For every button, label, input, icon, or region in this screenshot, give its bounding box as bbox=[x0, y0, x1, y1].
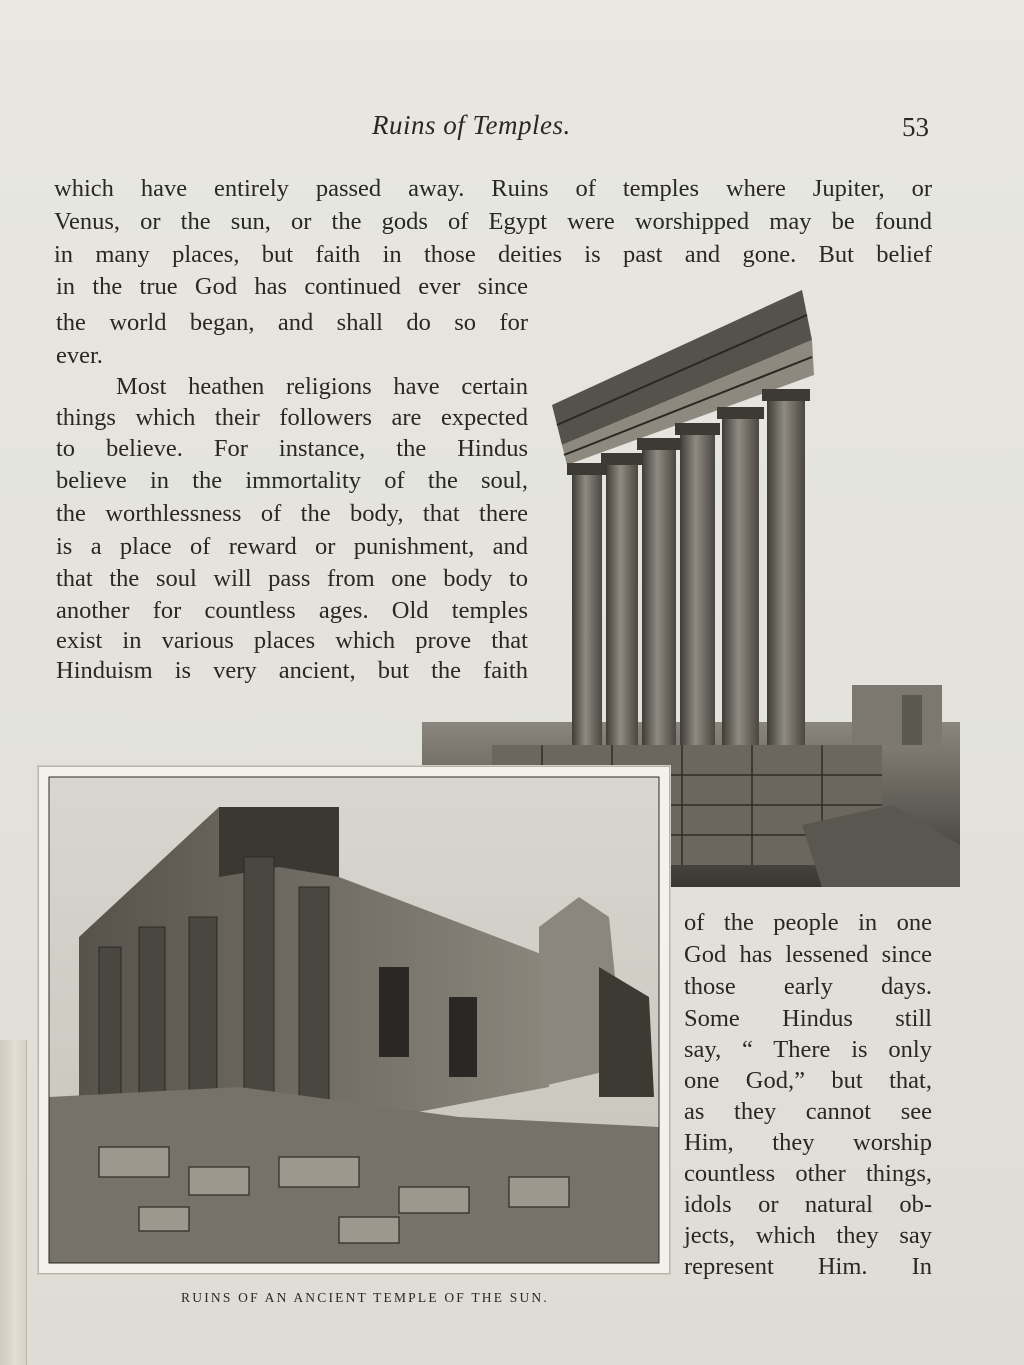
running-title: Ruins of Temples. bbox=[372, 110, 571, 140]
paragraph-start: Most heathen religions have certain bbox=[116, 373, 528, 400]
text-line: which have entirely passed away. Ruins of temples where Jupiter, or bbox=[54, 175, 932, 202]
text-line: the worthlessness of the body, that there bbox=[56, 500, 528, 527]
text-line: as they cannot see bbox=[684, 1098, 932, 1125]
text-line: God has lessened since bbox=[684, 941, 932, 968]
text-line: say, “ There is only bbox=[684, 1036, 932, 1063]
text-line: one God,” but that, bbox=[684, 1067, 932, 1094]
text-line: that the soul will pass from one body to bbox=[56, 565, 528, 592]
text-line: represent Him. In bbox=[684, 1253, 932, 1280]
temple-of-sun-photo bbox=[38, 766, 670, 1274]
text-line: in the true God has continued ever since bbox=[56, 273, 528, 300]
text-line: ever. bbox=[56, 342, 103, 369]
text-line: Hinduism is very ancient, but the faith bbox=[56, 657, 528, 684]
text-line: jects, which they say bbox=[684, 1222, 932, 1249]
adjacent-page-edge bbox=[0, 1040, 27, 1365]
text-line: Some Hindus still bbox=[684, 1005, 932, 1032]
text-line: idols or natural ob- bbox=[684, 1191, 932, 1218]
text-line: to believe. For instance, the Hindus bbox=[56, 435, 528, 462]
text-line: in many places, but faith in those deities is past and gone. But belief bbox=[54, 241, 932, 268]
temple-illustration bbox=[39, 767, 669, 1273]
text-line: countless other things, bbox=[684, 1160, 932, 1187]
text-line: Him, they worship bbox=[684, 1129, 932, 1156]
text-line: of the people in one bbox=[684, 909, 932, 936]
text-line: another for countless ages. Old temples bbox=[56, 597, 528, 624]
text-line: things which their followers are expected bbox=[56, 404, 528, 431]
text-line: believe in the immortality of the soul, bbox=[56, 467, 528, 494]
text-line: exist in various places which prove that bbox=[56, 627, 528, 654]
figure-caption: RUINS OF AN ANCIENT TEMPLE OF THE SUN. bbox=[181, 1290, 549, 1305]
text-line: is a place of reward or punishment, and bbox=[56, 533, 528, 560]
text-line: the world began, and shall do so for bbox=[56, 309, 528, 336]
text-line: Venus, or the sun, or the gods of Egypt were worshipped may be found bbox=[54, 208, 932, 235]
text-line: those early days. bbox=[684, 973, 932, 1000]
page-number: 53 bbox=[902, 112, 929, 142]
